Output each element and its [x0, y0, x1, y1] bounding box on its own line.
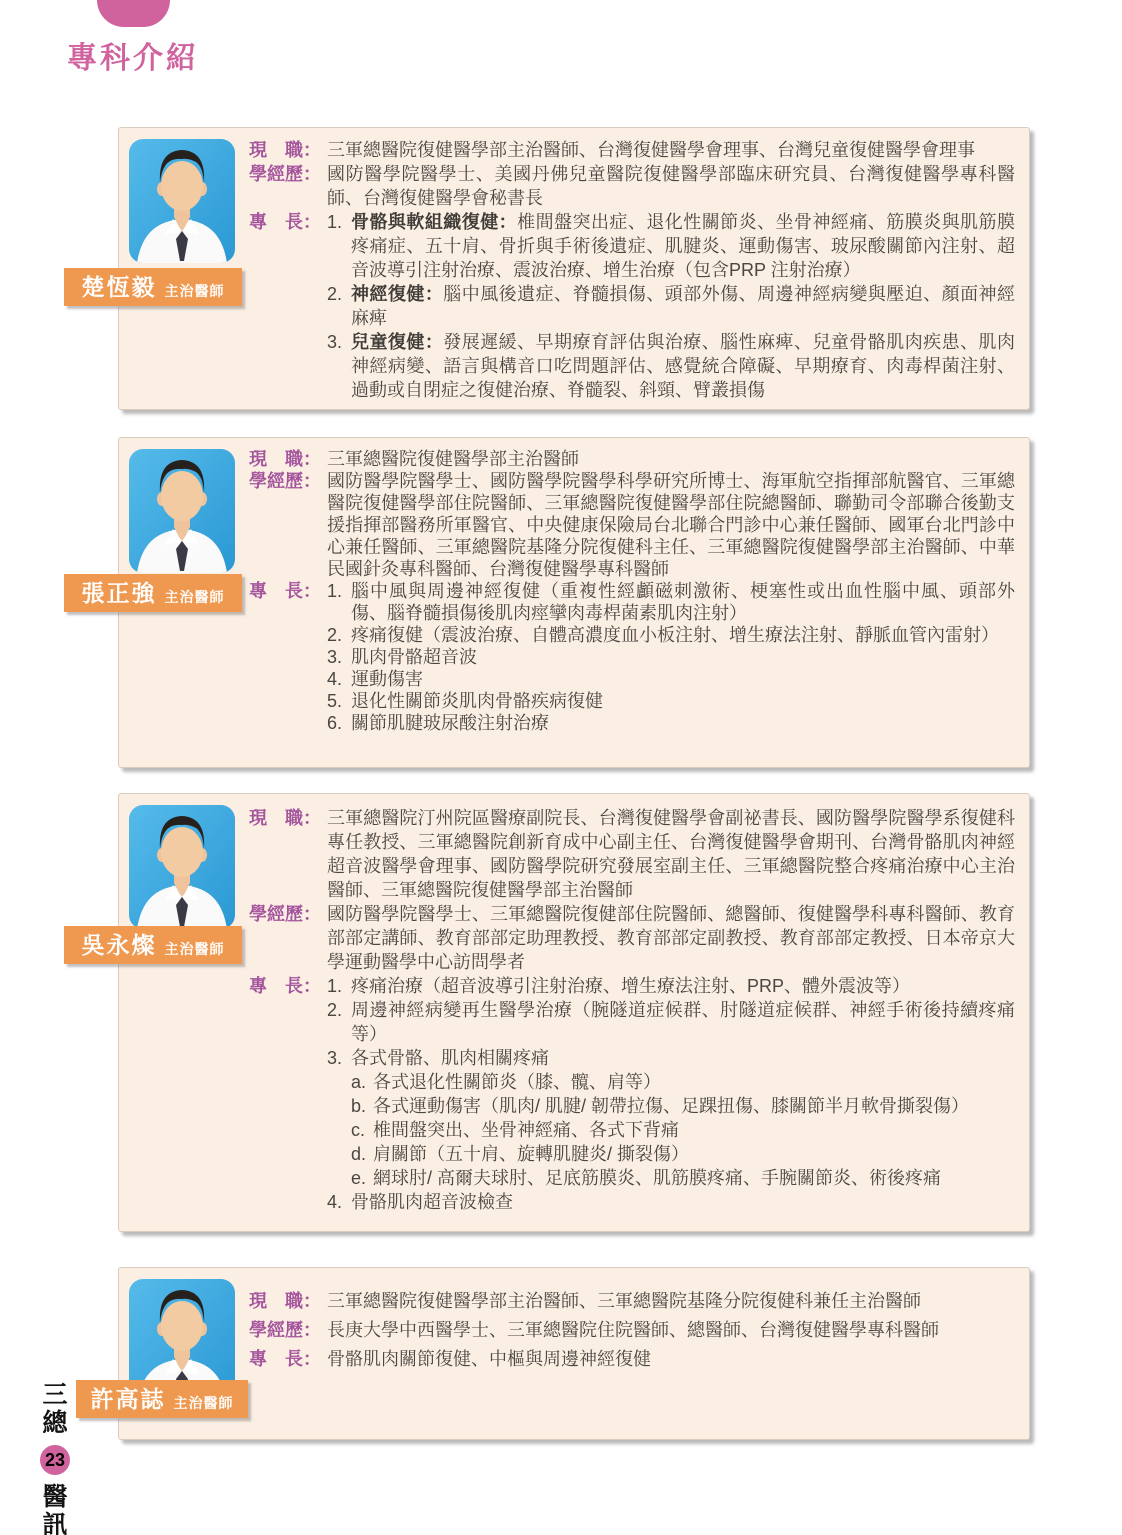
field-position: [249, 1289, 1015, 1313]
specialty-item: 6. 關節肌腱玻尿酸注射治療: [327, 713, 549, 733]
page-number: 23: [40, 1445, 70, 1475]
doctor-photo: [129, 139, 235, 263]
doctor-card-3: [81, 793, 1030, 1232]
field-value: 國防醫學院醫學士、三軍總醫院復健部住院醫師、總醫師、復健醫學科專科醫師、教育部部定講師、教育部部定助理教授、教育部部定副教授、教育部部定教授、日本帝京大學運動醫學中心訪問學者: [327, 904, 1015, 972]
name-badge: [64, 574, 242, 612]
doctor-card-2: [81, 437, 1030, 768]
specialty-item: 2. 疼痛復健（震波治療、自體高濃度血小板注射、增生療法注射、靜脈血管內雷射）: [327, 625, 999, 645]
page-title: 專科介紹: [67, 42, 199, 75]
doctor-photo: [129, 449, 235, 573]
field-value: 三軍總醫院汀州院區醫療副院長、台灣復健醫學會副祕書長、國防醫學院醫學系復健科專任教授、三軍總醫院創新育成中心副主任、台灣復健醫學會期刊、台灣骨骼肌肉神經超音波醫學會理事、國防醫學院研究發展室副主任、三軍總醫院整合疼痛治療中心主治醫師、三軍總醫院復健醫學部主治醫師: [327, 808, 1015, 900]
field-position: [249, 138, 1015, 162]
specialty-subitem: b. 各式運動傷害（肌肉/ 肌腱/ 韌帶拉傷、足踝扭傷、膝關節半月軟骨撕裂傷）: [351, 1096, 970, 1116]
field-label: 學經歷：: [249, 1320, 321, 1340]
field-education: [249, 470, 1015, 580]
field-value: 三軍總醫院復健醫學部主治醫師、台灣復健醫學會理事、台灣兒童復健醫學會理事: [327, 140, 975, 160]
specialty-item: 1. 腦中風與周邊神經復健（重複性經顱磁刺激術、梗塞性或出血性腦中風、頭部外傷、腦脊髓損傷後肌肉痙攣肉毒桿菌素肌肉注射）: [327, 581, 1015, 623]
doctor-job-title: 主治醫師: [164, 940, 225, 957]
doctor-job-title: 主治醫師: [164, 588, 225, 605]
specialty-item: 5. 退化性關節炎肌肉骨骼疾病復健: [327, 691, 603, 711]
field-specialty: [249, 974, 1015, 1214]
field-value: 三軍總醫院復健醫學部主治醫師、三軍總醫院基隆分院復健科兼任主治醫師: [327, 1291, 921, 1311]
specialty-list: [327, 974, 1015, 1214]
field-value: 長庚大學中西醫學士、三軍總醫院住院醫師、總醫師、台灣復健醫學專科醫師: [327, 1320, 939, 1340]
specialty-subitem: a. 各式退化性關節炎（膝、髖、肩等）: [351, 1072, 661, 1092]
doctor-photo: [129, 805, 235, 929]
field-label: 專 長：: [249, 581, 321, 601]
doctor-name: 許高誌: [90, 1386, 166, 1412]
page-footer: [36, 1381, 74, 1535]
field-education: [249, 162, 1015, 210]
specialty-subitem: d. 肩關節（五十肩、旋轉肌腱炎/ 撕裂傷）: [351, 1144, 690, 1164]
top-tab-shape: [97, 0, 170, 27]
field-label: 專 長：: [249, 1349, 321, 1369]
specialty-item: 4. 骨骼肌肉超音波檢查: [327, 1192, 513, 1212]
field-label: 學經歷：: [249, 164, 321, 184]
field-position: [249, 806, 1015, 902]
specialty-item: 3. 各式骨骼、肌肉相關疼痛: [327, 1048, 549, 1068]
field-education: [249, 1318, 1015, 1342]
field-value: 國防醫學院醫學士、美國丹佛兒童醫院復健醫學部臨床研究員、台灣復健醫學專科醫師、台灣復健醫學會秘書長: [327, 164, 1015, 208]
specialty-item: 3. 肌肉骨骼超音波: [327, 647, 477, 667]
specialty-item: 2. 周邊神經病變再生醫學治療（腕隧道症候群、肘隧道症候群、神經手術後持續疼痛等）: [327, 1000, 1015, 1044]
footer-brand-char: 訊: [42, 1511, 68, 1535]
specialty-item: 1. 骨骼與軟組織復健：椎間盤突出症、退化性關節炎、坐骨神經痛、筋膜炎與肌筋膜疼痛症、五十肩、骨折與手術後遺症、肌腱炎、運動傷害、玻尿酸關節內注射、超音波導引注射治療、震波治療、增生治療（包含PRP 注射治療）: [327, 212, 1016, 280]
doctor-name: 吳永燦: [81, 932, 157, 958]
field-label: 學經歷：: [249, 904, 321, 924]
name-badge: [64, 268, 242, 306]
field-value: 三軍總醫院復健醫學部主治醫師: [327, 449, 579, 469]
footer-brand-char: 三: [42, 1381, 68, 1409]
doctor-card-4: [90, 1267, 1030, 1440]
field-value: 國防醫學院醫學士、國防醫學院醫學科學研究所博士、海軍航空指揮部航醫官、三軍總醫院復健醫學部住院醫師、三軍總醫院復健醫學部住院總醫師、聯勤司令部聯合後勤支援指揮部醫務所軍醫官、中央健康保險局台北聯合門診中心兼任醫師、國軍台北門診中心兼任醫師、三軍總醫院基隆分院復健科主任、三軍總醫院復健醫學部主治醫師、中華民國針灸專科醫師、台灣復健醫學專科醫師: [327, 471, 1015, 579]
field-label: 現 職：: [249, 449, 321, 469]
field-label: 專 長：: [249, 212, 321, 232]
field-specialty: [249, 580, 1015, 734]
specialty-subitem: e. 網球肘/ 高爾夫球肘、足底筋膜炎、肌筋膜疼痛、手腕關節炎、術後疼痛: [351, 1168, 941, 1188]
doctor-job-title: 主治醫師: [164, 282, 225, 299]
field-specialty: [249, 210, 1015, 402]
field-education: [249, 902, 1015, 974]
field-specialty: [249, 1347, 1015, 1371]
field-label: 專 長：: [249, 976, 321, 996]
field-label: 現 職：: [249, 808, 321, 828]
field-value: 骨骼肌肉關節復健、中樞與周邊神經復健: [327, 1349, 651, 1369]
field-label: 現 職：: [249, 140, 321, 160]
specialty-item: 2. 神經復健：腦中風後遺症、脊髓損傷、頭部外傷、周邊神經病變與壓迫、顏面神經麻痺: [327, 284, 1016, 328]
footer-brand-char: 總: [42, 1409, 68, 1437]
name-badge: [76, 1380, 248, 1418]
specialty-item: 3. 兒童復健：發展遲緩、早期療育評估與治療、腦性麻痺、兒童骨骼肌肉疾患、肌肉神經病變、語言與構音口吃問題評估、感覺統合障礙、早期療育、肉毒桿菌注射、過動或自閉症之復健治療、脊髓裂、斜頸、臂叢損傷: [327, 332, 1016, 400]
specialty-list: [327, 580, 1015, 734]
field-label: 現 職：: [249, 1291, 321, 1311]
specialty-item: 4. 運動傷害: [327, 669, 423, 689]
doctor-card-1: [81, 127, 1030, 410]
name-badge: [64, 926, 242, 964]
doctor-name: 楚恆毅: [81, 274, 157, 300]
field-label: 學經歷：: [249, 471, 321, 491]
doctor-job-title: 主治醫師: [173, 1394, 234, 1411]
field-position: [249, 448, 1015, 470]
doctor-name: 張正強: [81, 580, 157, 606]
footer-brand-char: 醫: [42, 1483, 68, 1511]
specialty-subitem: c. 椎間盤突出、坐骨神經痛、各式下背痛: [351, 1120, 679, 1140]
specialty-list: [327, 210, 1015, 402]
specialty-item: 1. 疼痛治療（超音波導引注射治療、增生療法注射、PRP、體外震波等）: [327, 976, 911, 996]
